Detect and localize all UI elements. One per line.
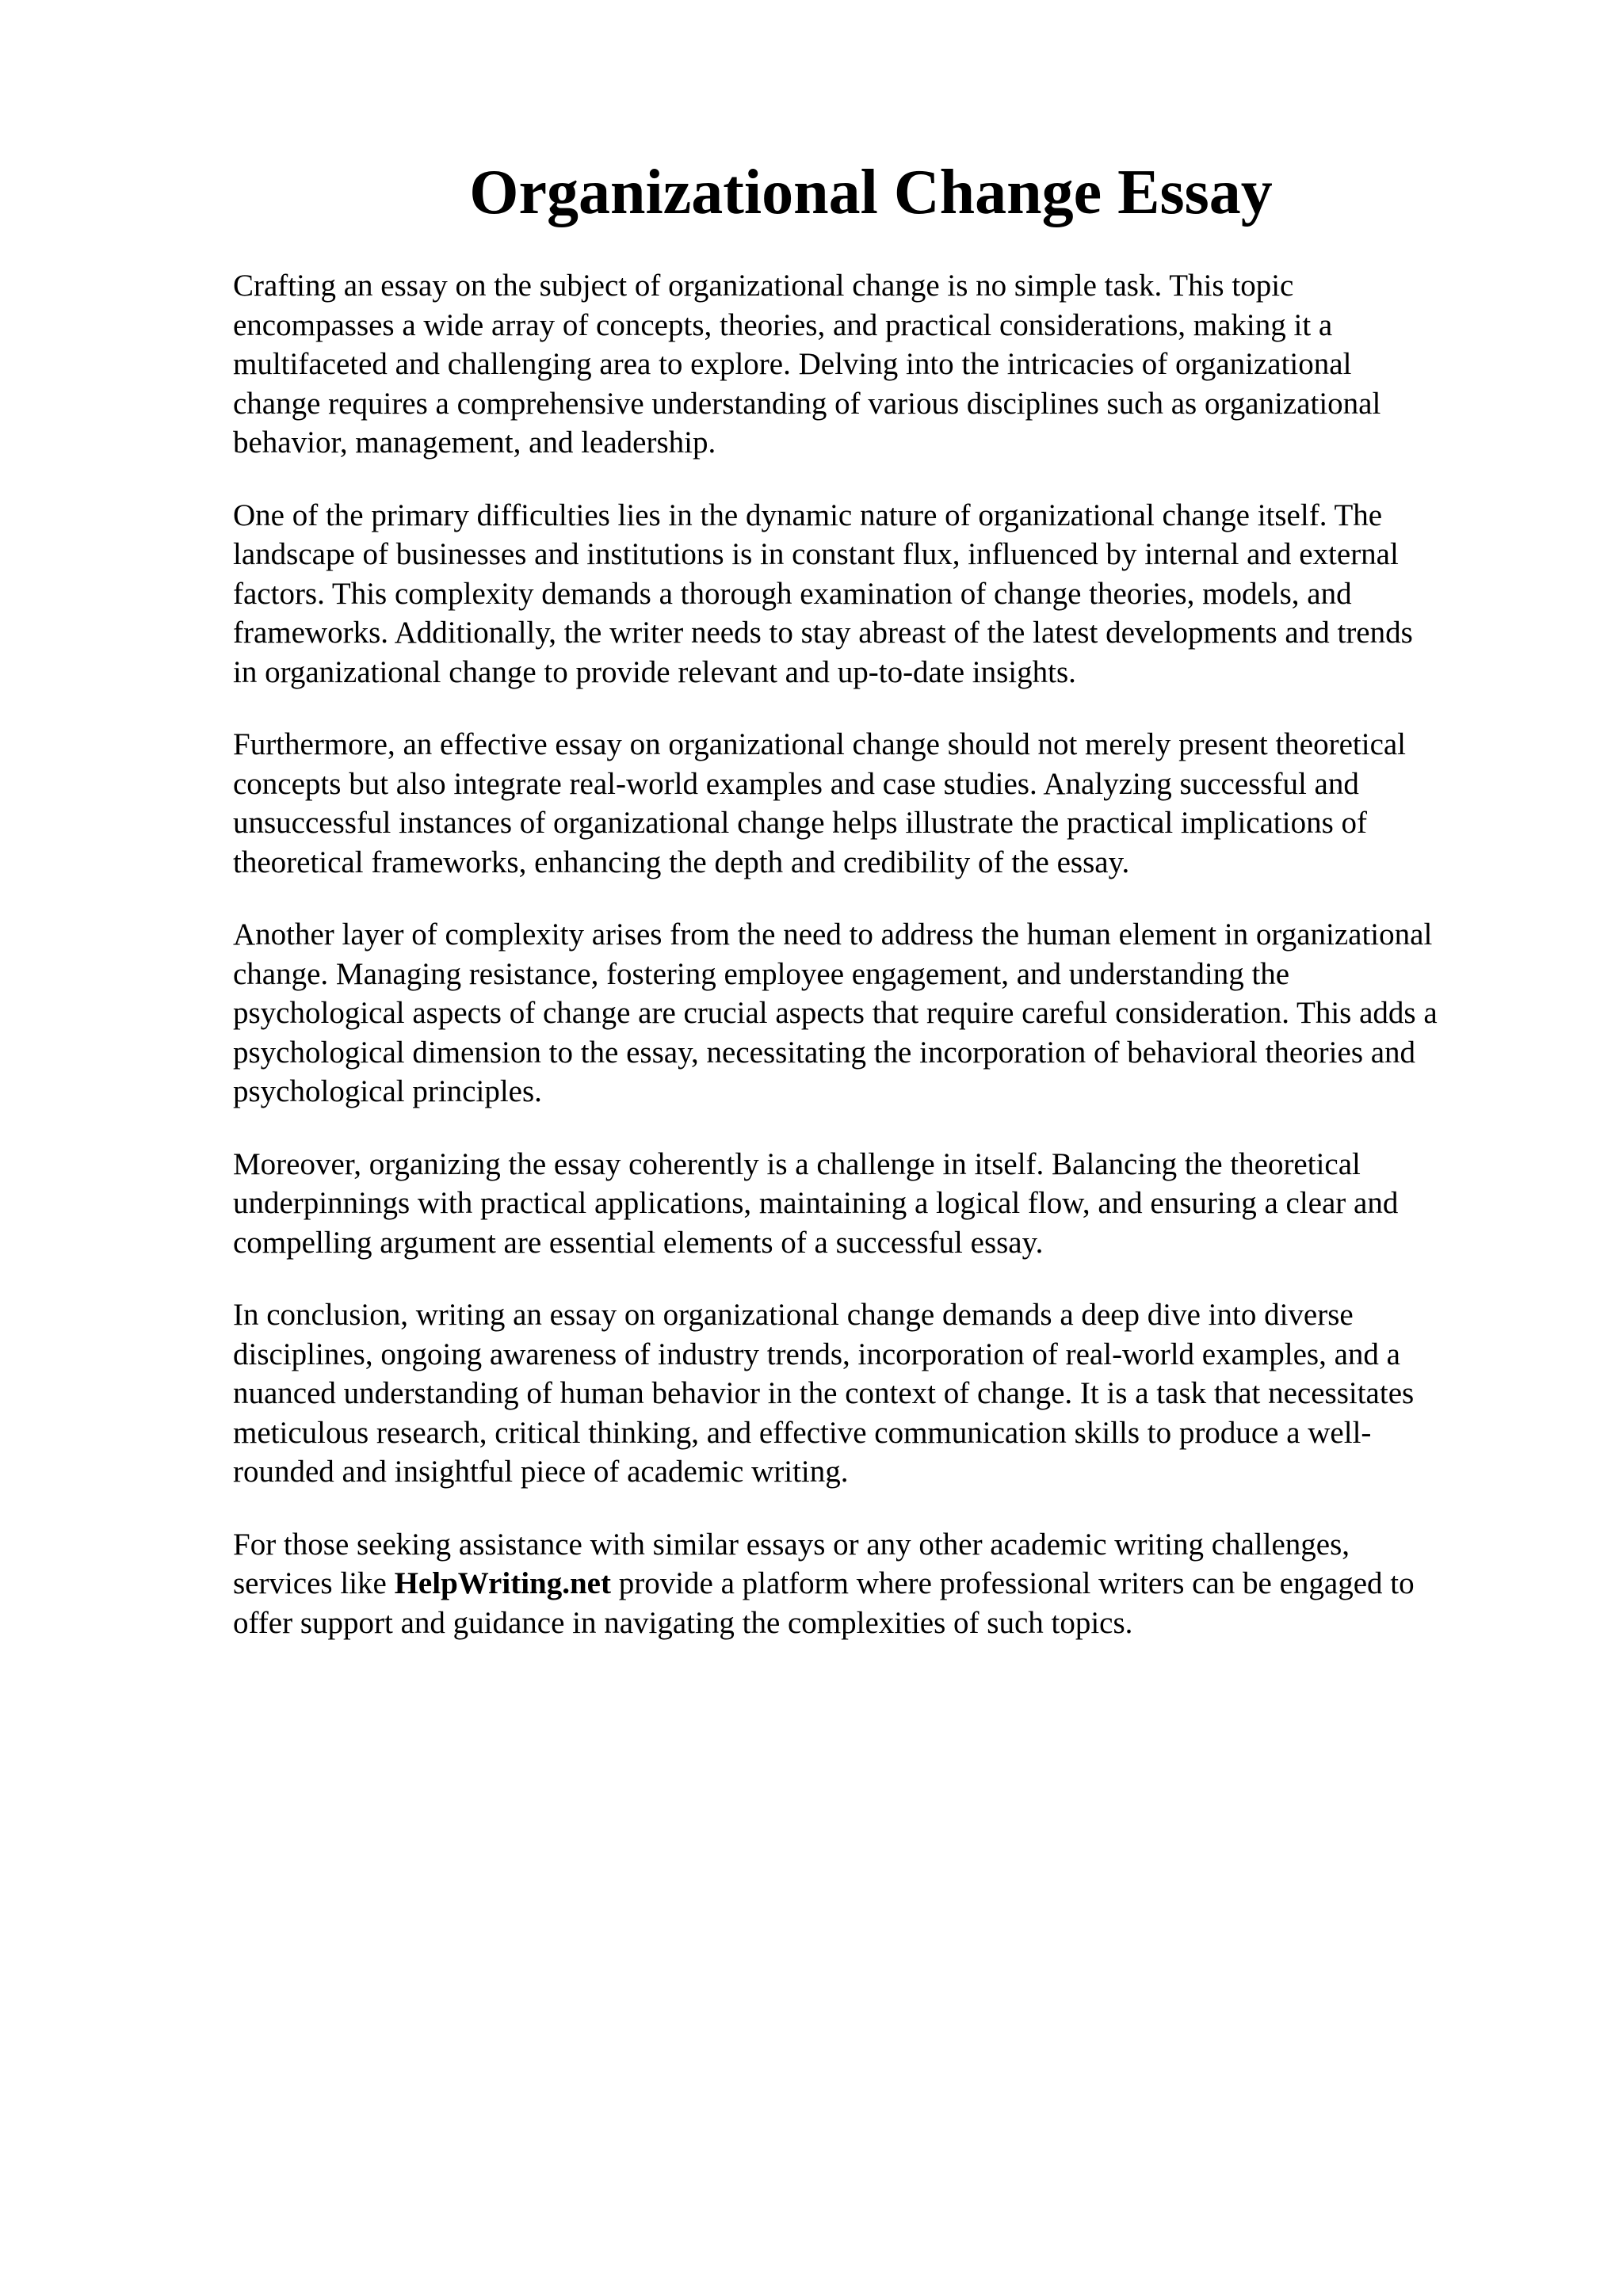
text-line: concepts but also integrate real-world examples and case studies. Analyzing successful and <box>233 766 1359 801</box>
text-line: theoretical frameworks, enhancing the depth and credibility of the essay. <box>233 845 1130 879</box>
text-line: disciplines, ongoing awareness of industry trends, incorporation of real-world examples, and a <box>233 1337 1400 1371</box>
text-line: rounded and insightful piece of academic writing. <box>233 1455 849 1489</box>
text-line: factors. This complexity demands a thorough examination of change theories, models, and <box>233 576 1352 611</box>
paragraph-3 <box>233 725 1564 882</box>
paragraph-1 <box>233 266 1564 463</box>
text-line: underpinnings with practical applications, maintaining a logical flow, and ensuring a clear and <box>233 1186 1399 1220</box>
paragraph-2 <box>233 496 1564 692</box>
text-line: multifaceted and challenging area to explore. Delving into the intricacies of organizational <box>233 347 1352 381</box>
paragraph-4 <box>233 915 1564 1112</box>
brand-name: HelpWriting.net <box>394 1566 611 1600</box>
text-line: offer support and guidance in navigating the complexities of such topics. <box>233 1605 1133 1640</box>
text-line: nuanced understanding of human behavior in the context of change. It is a task that necessitates <box>233 1376 1415 1410</box>
text-line: Another layer of complexity arises from the need to address the human element in organizational <box>233 917 1433 952</box>
text-line: psychological principles. <box>233 1074 542 1108</box>
text-line: change requires a comprehensive understanding of various disciplines such as organizational <box>233 386 1381 421</box>
text-line: Moreover, organizing the essay coherently is a challenge in itself. Balancing the theoretical <box>233 1146 1361 1181</box>
essay-body <box>233 266 1564 1676</box>
text-line: psychological dimension to the essay, necessitating the incorporation of behavioral theories and <box>233 1035 1416 1070</box>
text-line: compelling argument are essential elements of a successful essay. <box>233 1225 1044 1260</box>
paragraph-5 <box>233 1145 1564 1263</box>
text-line: One of the primary difficulties lies in the dynamic nature of organizational change itself. The <box>233 498 1383 532</box>
text-segment: services like <box>233 1566 395 1600</box>
text-line: Crafting an essay on the subject of organizational change is no simple task. This topic <box>233 269 1294 303</box>
text-line: encompasses a wide array of concepts, theories, and practical considerations, making it a <box>233 307 1333 342</box>
text-line: In conclusion, writing an essay on organizational change demands a deep dive into diverse <box>233 1298 1354 1332</box>
text-line: change. Managing resistance, fostering employee engagement, and understanding the <box>233 956 1290 991</box>
text-line: meticulous research, critical thinking, and effective communication skills to produce a well- <box>233 1415 1372 1450</box>
text-line: landscape of businesses and institutions is in constant flux, influenced by internal and external <box>233 537 1399 571</box>
text-line: psychological aspects of change are crucial aspects that require careful consideration. This adds a <box>233 996 1438 1030</box>
text-line: in organizational change to provide relevant and up-to-date insights. <box>233 654 1076 689</box>
paragraph-6 <box>233 1295 1564 1492</box>
text-line: unsuccessful instances of organizational change helps illustrate the practical implications of <box>233 806 1367 840</box>
text-segment: provide a platform where professional writers can be engaged to <box>610 1566 1415 1600</box>
text-line: frameworks. Additionally, the writer needs to stay abreast of the latest developments and trends <box>233 616 1413 650</box>
text-line: behavior, management, and leadership. <box>233 425 716 460</box>
text-line: Furthermore, an effective essay on organizational change should not merely present theoretical <box>233 727 1407 761</box>
closing-paragraph <box>233 1525 1564 1643</box>
text-line: For those seeking assistance with similar essays or any other academic writing challenges, <box>233 1527 1350 1562</box>
page-title: Organizational Change Essay <box>469 158 1273 227</box>
text-line-with-brand <box>233 1564 1564 1604</box>
